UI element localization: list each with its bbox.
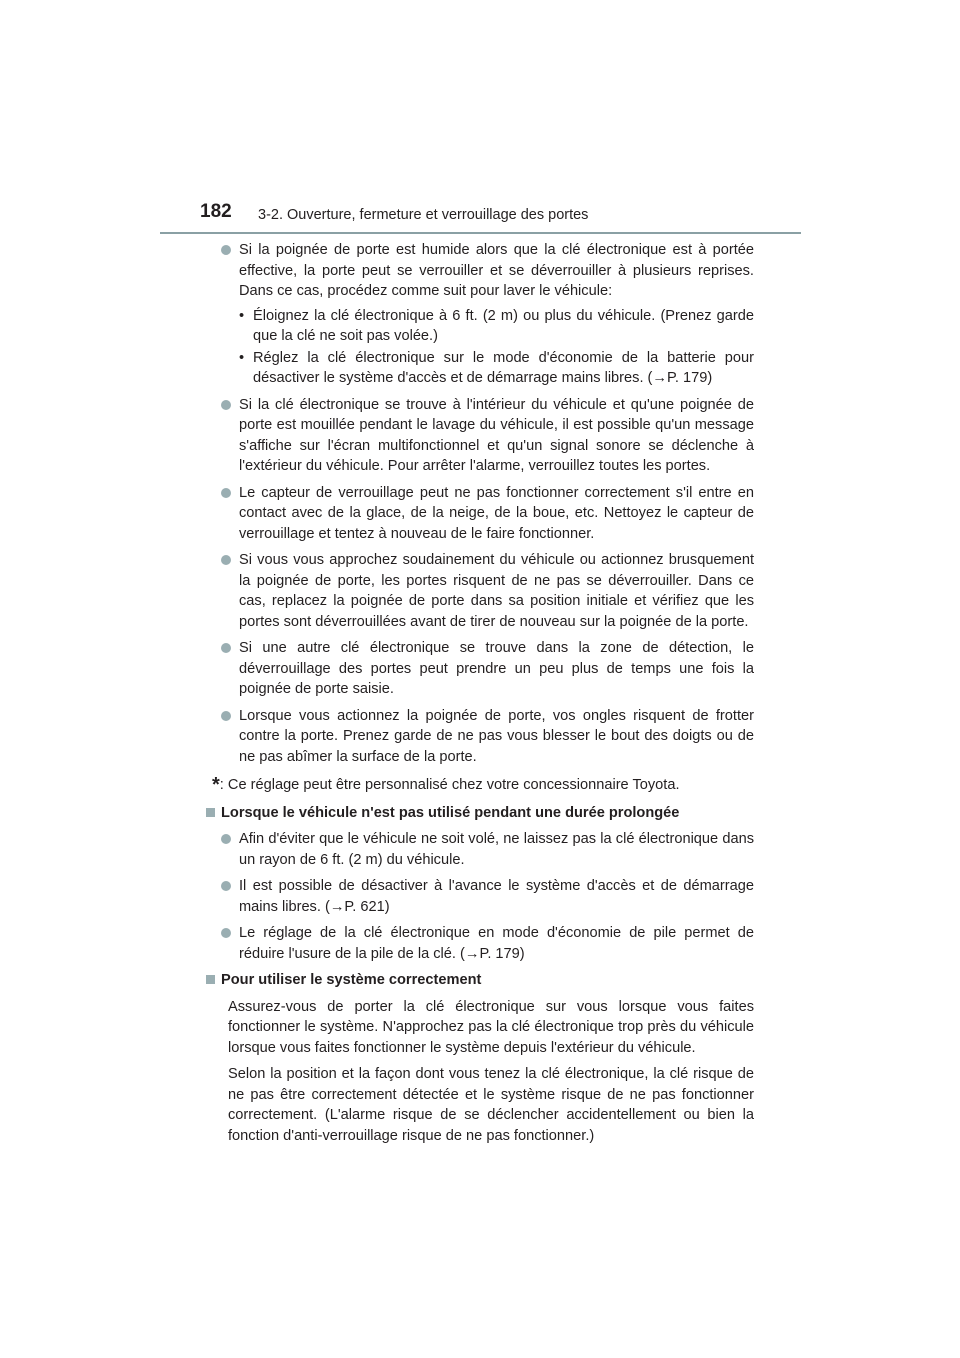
footnote-text: : Ce réglage peut être personnalisé chez votre concessionnaire Toyota. — [219, 777, 680, 793]
bullet-text: Si la clé électronique se trouve à l'intérieur du véhicule et qu'une poignée de porte est mouillée pendant le lavage du véhicule, il est possible qu'un message s'affiche sur l'écran multifonctionnel et qu'un signal sonore se déclenche à l'extérieur du véhicule. Pour arrêter l'alarme, verrouillez toutes les portes. — [239, 396, 754, 474]
bullet-dot-icon — [221, 928, 231, 938]
bullet-text: Lorsque vous actionnez la poignée de porte, vos ongles risquent de frotter contre la porte. Prenez garde de ne pas vous blesser le bout des doigts ou de ne pas abîmer la surface de la porte. — [239, 707, 754, 765]
footnote — [212, 773, 754, 796]
bullet-text: Afin d'éviter que le véhicule ne soit volé, ne laissez pas la clé électronique dans un rayon de 6 ft. (2 m) du véhicule. — [239, 831, 754, 868]
sub-bullet-icon: • — [239, 349, 245, 366]
list-item — [218, 638, 754, 700]
sub-item-text: Éloignez la clé électronique à 6 ft. (2 m) ou plus du véhicule. (Prenez garde que la clé ne soit pas volée.) — [253, 307, 754, 344]
footnote-star: * — [212, 774, 220, 796]
section-heading-text: Pour utiliser le système correctement — [221, 972, 482, 988]
list-item — [218, 923, 754, 964]
bullet-dot-icon — [221, 711, 231, 721]
list-item — [218, 876, 754, 917]
bullet-text: Il est possible de désactiver à l'avance le système d'accès et de démarrage mains libres. (→P. 621) — [239, 878, 754, 915]
header-rule — [160, 232, 801, 234]
content-body — [212, 240, 754, 1152]
bullet-dot-icon — [221, 643, 231, 653]
sub-bullet-icon: • — [239, 307, 245, 324]
list-item — [218, 240, 754, 389]
section-heading-text: Lorsque le véhicule n'est pas utilisé pendant une durée prolongée — [221, 804, 680, 821]
page-number: 182 — [200, 201, 232, 222]
section-heading — [206, 970, 754, 991]
bullet-text: Si une autre clé électronique se trouve dans la zone de détection, le déverrouillage des portes peut prendre un peu plus de temps une fois la poignée de porte saisie. — [239, 640, 754, 697]
sub-list-item — [218, 306, 754, 347]
bullet-dot-icon — [221, 400, 231, 410]
bullet-dot-icon — [221, 881, 231, 891]
sub-list — [218, 306, 754, 389]
bullet-dot-icon — [221, 555, 231, 565]
section-heading — [206, 803, 754, 824]
square-bullet-icon — [206, 975, 215, 984]
section-title: 3-2. Ouverture, fermeture et verrouillage des portes — [258, 207, 589, 223]
bullet-text: Si la poignée de porte est humide alors que la clé électronique est à portée effective, la porte peut se verrouiller et se déverrouiller à plusieurs reprises. Dans ce cas, procédez comme suit pour laver le véhicule: — [239, 242, 754, 299]
bullet-text: Si vous vous approchez soudainement du véhicule ou actionnez brusquement la poignée de porte, les portes risquent de ne pas se déverrouiller. Dans ce cas, replacez la poignée de porte dans sa position initiale et vérifiez que les portes sont déverrouillées avant de tirer de nouveau sur la poignée de la porte. — [239, 552, 754, 630]
list-item — [218, 706, 754, 768]
bullet-text: Le réglage de la clé électronique en mode d'économie de pile permet de réduire l'usure de la pile de la clé. (→P. 179) — [239, 925, 754, 962]
bullet-text: Le capteur de verrouillage peut ne pas fonctionner correctement s'il entre en contact avec de la glace, de la neige, de la boue, etc. Nettoyez le capteur de verrouillage et tentez à nouveau de le faire fonctionner. — [239, 484, 754, 542]
bullet-dot-icon — [221, 834, 231, 844]
square-bullet-icon — [206, 808, 215, 817]
list-item — [218, 829, 754, 870]
sub-item-text: Réglez la clé électronique sur le mode d'économie de la batterie pour désactiver le système d'accès et de démarrage mains libres. (→P. 179) — [253, 349, 754, 386]
list-item — [218, 483, 754, 545]
sub-list-item — [218, 348, 754, 389]
paragraph: Selon la position et la façon dont vous tenez la clé électronique, la clé risque de ne pas être correctement détectée et le système risque de ne pas fonctionner correctement. (L'alarme risque de se déclencher accidentellement ou bien la fonction d'anti-verrouillage risque de ne pas fonctionner.) — [228, 1066, 754, 1144]
list-item — [218, 550, 754, 632]
bullet-dot-icon — [221, 488, 231, 498]
paragraph: Assurez-vous de porter la clé électronique sur vous lorsque vous faites fonctionner le système. N'approchez pas la clé électronique trop près du véhicule lorsque vous faites fonctionner le système depuis l'extérieur du véhicule. — [228, 998, 754, 1056]
list-item — [218, 395, 754, 477]
bullet-dot-icon — [221, 245, 231, 255]
